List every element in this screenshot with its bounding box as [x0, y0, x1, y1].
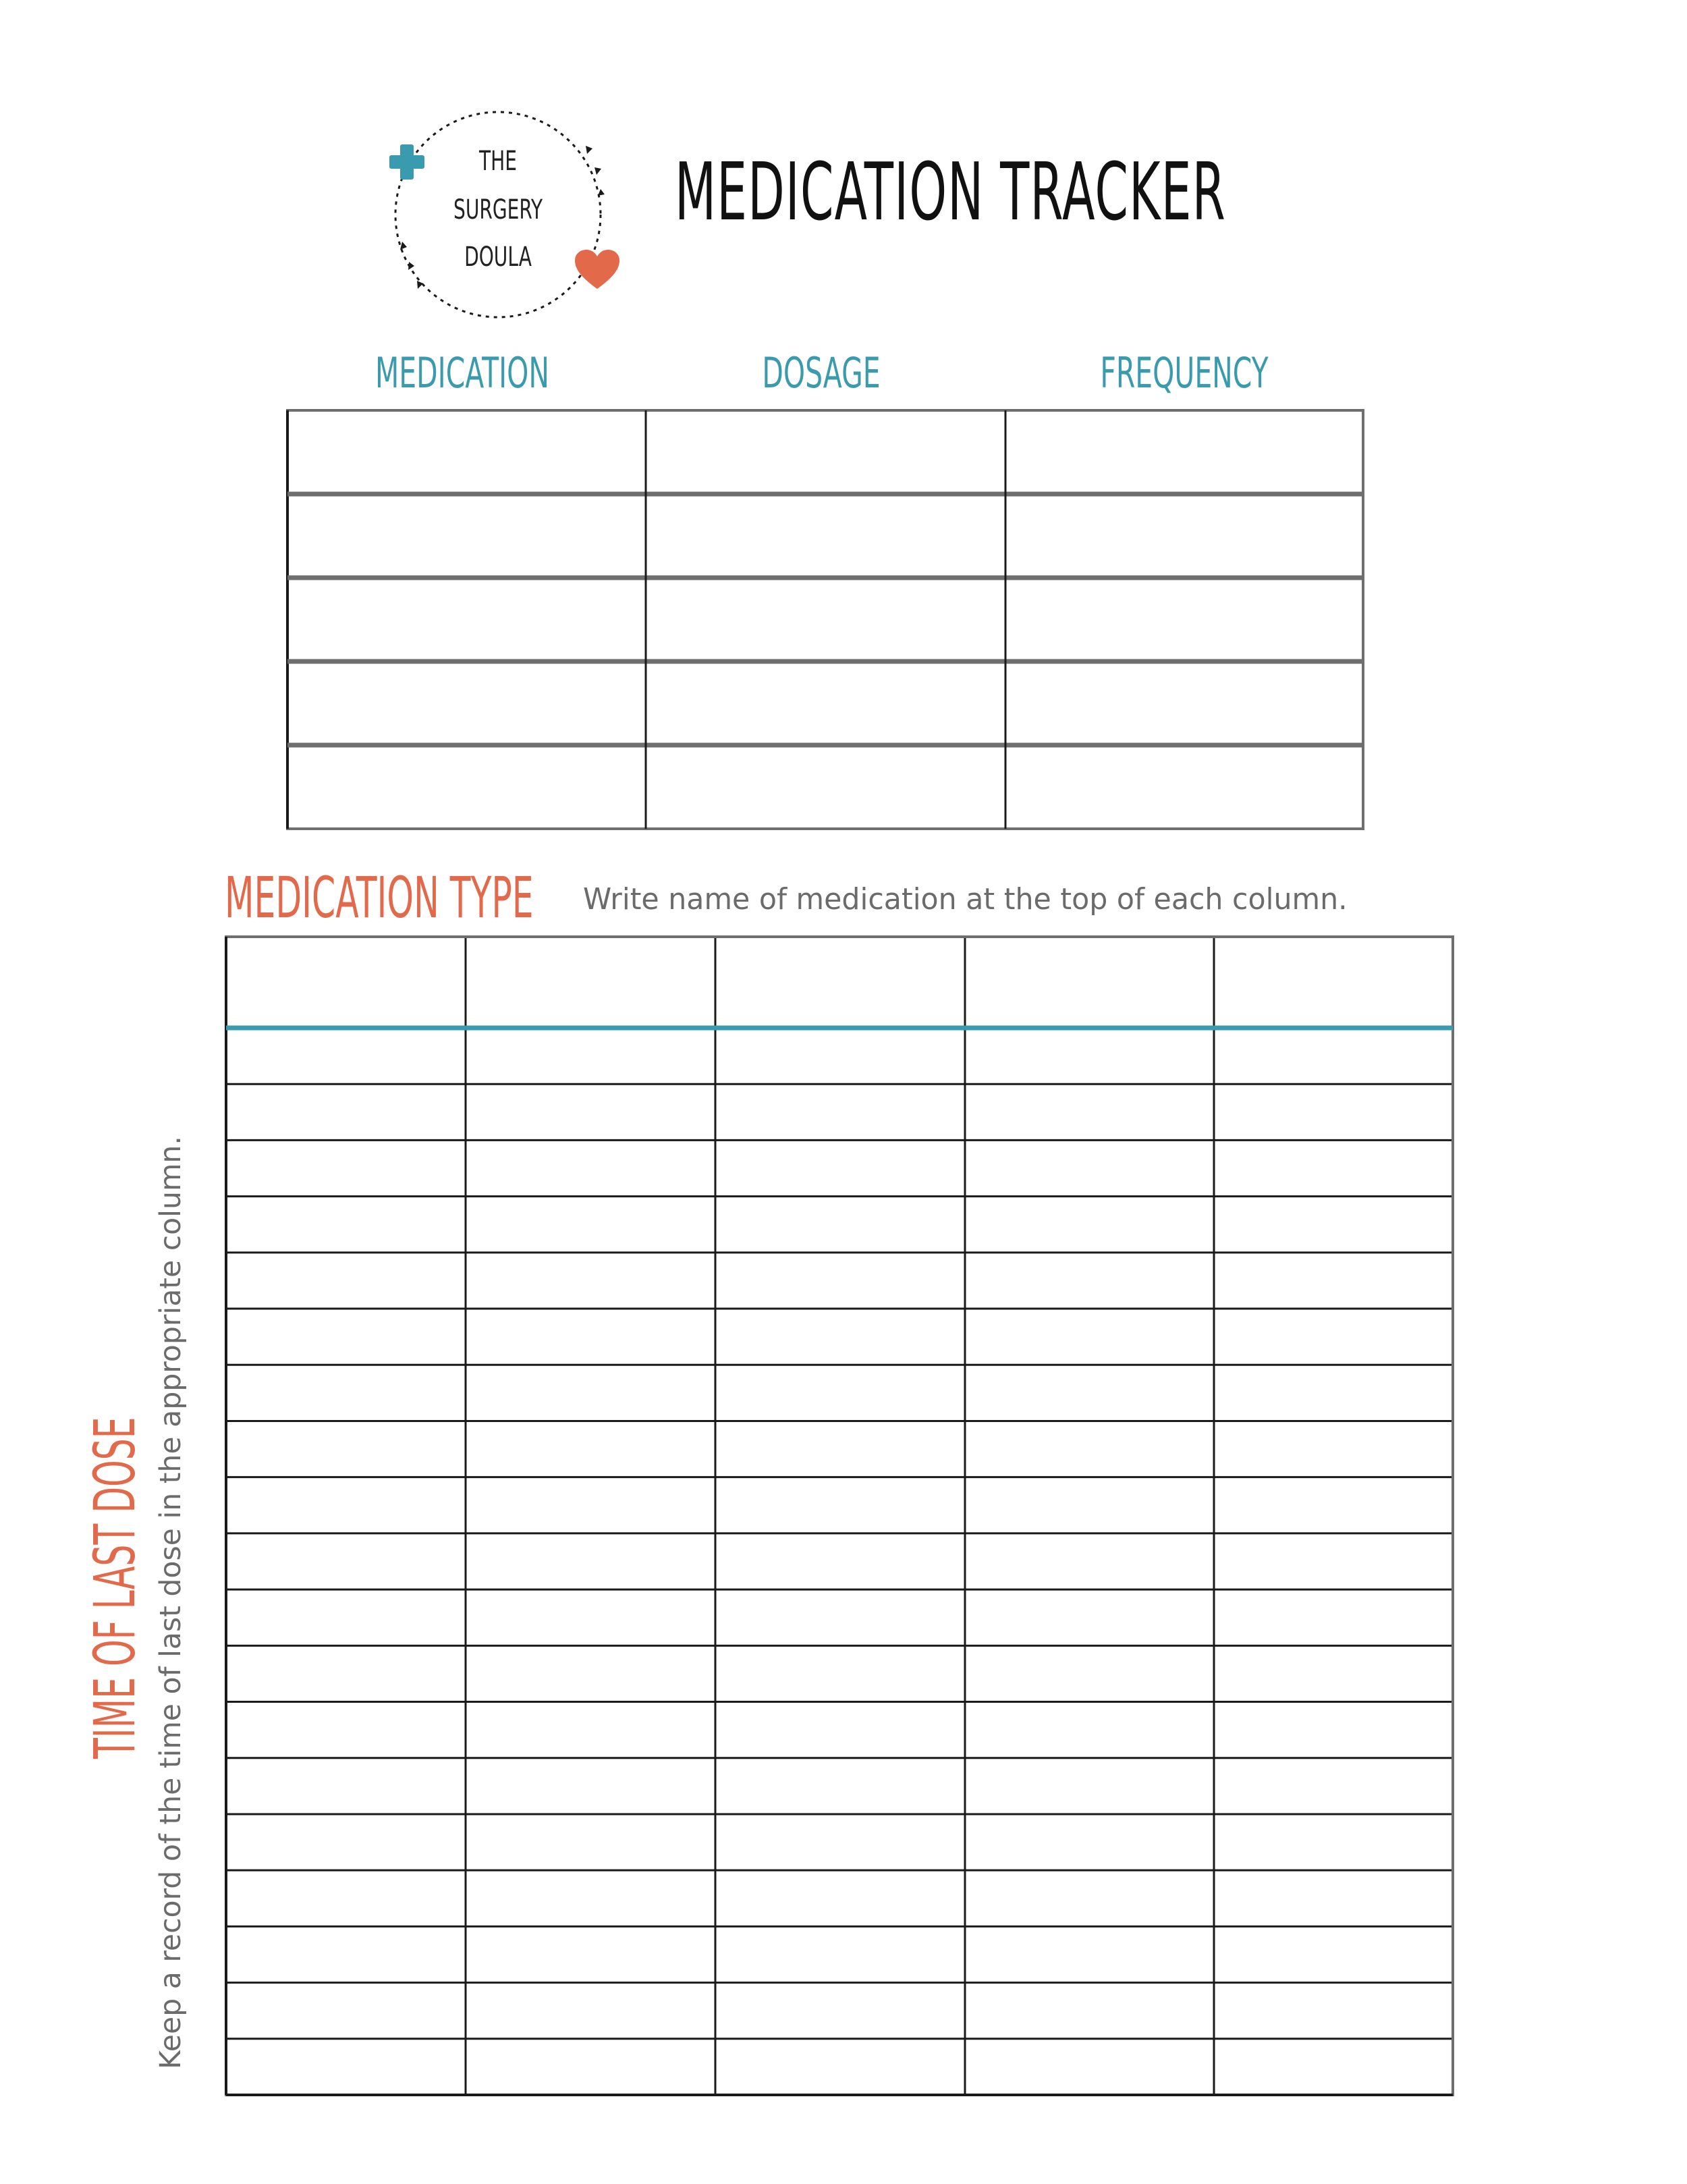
- frequency-cell[interactable]: [1007, 412, 1362, 493]
- medication-cell[interactable]: [289, 580, 644, 659]
- logo-text-line-3: DOULA: [464, 242, 532, 273]
- dose-time-cell[interactable]: [1215, 1030, 1451, 1083]
- time-of-last-dose-heading: TIME OF LAST DOSE: [82, 1417, 148, 1759]
- dose-time-cell[interactable]: [467, 1086, 714, 1139]
- dose-time-cell[interactable]: [227, 1647, 464, 1700]
- frequency-cell[interactable]: [1007, 748, 1362, 827]
- frequency-cell[interactable]: [1007, 497, 1362, 576]
- dose-time-cell[interactable]: [467, 1199, 714, 1251]
- dose-time-cell[interactable]: [1215, 1928, 1451, 1981]
- dose-time-cell[interactable]: [227, 1872, 464, 1925]
- dose-time-cell[interactable]: [227, 1760, 464, 1813]
- dose-time-cell[interactable]: [717, 1255, 964, 1307]
- dose-time-cell[interactable]: [227, 1704, 464, 1757]
- dose-time-cell[interactable]: [717, 1086, 964, 1139]
- dose-time-cell[interactable]: [467, 1479, 714, 1532]
- column-header-dosage: DOSAGE: [762, 348, 881, 398]
- dose-time-cell[interactable]: [1215, 1535, 1451, 1588]
- dose-time-cell[interactable]: [1215, 1423, 1451, 1475]
- dose-time-cell[interactable]: [467, 1591, 714, 1644]
- frequency-cell[interactable]: [1007, 664, 1362, 743]
- dosage-cell[interactable]: [647, 412, 1004, 493]
- medication-cell[interactable]: [289, 497, 644, 576]
- dose-time-cell[interactable]: [227, 1591, 464, 1644]
- medication-type-instructions: Write name of medication at the top of each column.: [583, 882, 1348, 917]
- dose-time-cell[interactable]: [227, 1199, 464, 1251]
- dose-time-cell[interactable]: [227, 1311, 464, 1363]
- dose-time-cell[interactable]: [1215, 1255, 1451, 1307]
- dose-time-cell[interactable]: [717, 1030, 964, 1083]
- dose-time-cell[interactable]: [1215, 1367, 1451, 1419]
- logo-text-line-2: SURGERY: [453, 194, 543, 225]
- dose-time-cell[interactable]: [717, 1423, 964, 1475]
- dose-time-cell[interactable]: [966, 1704, 1213, 1757]
- dose-time-cell[interactable]: [227, 1086, 464, 1139]
- dose-time-cell[interactable]: [227, 1928, 464, 1981]
- medication-name-header-cell[interactable]: [717, 938, 964, 1025]
- dose-time-cell[interactable]: [966, 1816, 1213, 1869]
- page-title: MEDICATION TRACKER: [675, 145, 1227, 238]
- dose-time-cell[interactable]: [467, 1704, 714, 1757]
- dose-time-cell[interactable]: [467, 1928, 714, 1981]
- dose-time-cell[interactable]: [1215, 1086, 1451, 1139]
- dose-time-cell[interactable]: [227, 1142, 464, 1195]
- dose-time-cell[interactable]: [966, 1760, 1213, 1813]
- dose-time-cell[interactable]: [467, 1030, 714, 1083]
- dose-time-cell[interactable]: [1215, 1311, 1451, 1363]
- dose-time-cell[interactable]: [966, 1311, 1213, 1363]
- dose-time-cell[interactable]: [717, 1142, 964, 1195]
- dose-time-cell[interactable]: [717, 1816, 964, 1869]
- dose-time-cell[interactable]: [467, 1760, 714, 1813]
- dose-time-cell[interactable]: [966, 1872, 1213, 1925]
- dose-time-cell[interactable]: [227, 1255, 464, 1307]
- medication-type-heading: MEDICATION TYPE: [225, 865, 534, 931]
- dose-time-cell[interactable]: [1215, 1704, 1451, 1757]
- dose-time-cell[interactable]: [227, 1030, 464, 1083]
- dose-time-cell[interactable]: [717, 1647, 964, 1700]
- dose-time-cell[interactable]: [1215, 1647, 1451, 1700]
- dose-time-cell[interactable]: [966, 1086, 1213, 1139]
- dose-time-cell[interactable]: [717, 1928, 964, 1981]
- medication-name-header-cell[interactable]: [467, 938, 714, 1025]
- top-table-row: [289, 748, 1362, 827]
- dose-time-cell[interactable]: [1215, 1760, 1451, 1813]
- dose-time-cell[interactable]: [717, 1367, 964, 1419]
- dose-time-cell[interactable]: [1215, 1591, 1451, 1644]
- medication-cell[interactable]: [289, 412, 644, 493]
- dose-time-cell[interactable]: [717, 1479, 964, 1532]
- dosage-cell[interactable]: [647, 497, 1004, 576]
- top-table-row: [289, 580, 1362, 659]
- dose-time-cell[interactable]: [717, 1985, 964, 2038]
- dose-time-cell[interactable]: [966, 1199, 1213, 1251]
- dose-time-cell[interactable]: [717, 2041, 964, 2094]
- dose-time-cell[interactable]: [467, 1255, 714, 1307]
- medication-cell[interactable]: [289, 664, 644, 743]
- dose-time-cell[interactable]: [966, 1985, 1213, 2038]
- dose-time-cell[interactable]: [227, 1985, 464, 2038]
- medication-dosage-frequency-table: [286, 409, 1364, 830]
- medication-cell[interactable]: [289, 748, 644, 827]
- dose-time-cell[interactable]: [467, 1647, 714, 1700]
- dose-time-cell[interactable]: [467, 1423, 714, 1475]
- dose-time-cell[interactable]: [467, 2041, 714, 2094]
- logo-text-line-1: THE: [479, 146, 517, 177]
- dose-time-cell[interactable]: [467, 1872, 714, 1925]
- dose-time-cell[interactable]: [1215, 1479, 1451, 1532]
- dose-time-cell[interactable]: [717, 1199, 964, 1251]
- dose-time-cell[interactable]: [717, 1535, 964, 1588]
- dose-time-cell[interactable]: [467, 1311, 714, 1363]
- dose-time-cell[interactable]: [227, 1816, 464, 1869]
- dose-time-cell[interactable]: [966, 1479, 1213, 1532]
- dose-time-cell[interactable]: [227, 1479, 464, 1532]
- medication-name-header-cell[interactable]: [966, 938, 1213, 1025]
- dose-time-cell[interactable]: [966, 1647, 1213, 1700]
- dose-time-cell[interactable]: [966, 1030, 1213, 1083]
- dose-time-cell[interactable]: [717, 1704, 964, 1757]
- dose-time-cell[interactable]: [966, 1423, 1213, 1475]
- dose-time-cell[interactable]: [966, 1255, 1213, 1307]
- dose-time-cell[interactable]: [717, 1872, 964, 1925]
- surgery-doula-logo: [390, 107, 606, 323]
- dose-time-cell[interactable]: [227, 1367, 464, 1419]
- dosage-cell[interactable]: [647, 748, 1004, 827]
- dose-time-cell[interactable]: [467, 1816, 714, 1869]
- dose-time-cell[interactable]: [1215, 1142, 1451, 1195]
- dose-time-cell[interactable]: [966, 1928, 1213, 1981]
- dose-time-cell[interactable]: [717, 1760, 964, 1813]
- dose-time-cell[interactable]: [227, 2041, 464, 2094]
- dose-time-cell[interactable]: [1215, 2041, 1451, 2094]
- dose-time-cell[interactable]: [467, 1985, 714, 2038]
- medication-name-header-cell[interactable]: [227, 938, 464, 1025]
- dose-time-cell[interactable]: [966, 2041, 1213, 2094]
- dose-time-cell[interactable]: [227, 1535, 464, 1588]
- dose-time-cell[interactable]: [966, 1591, 1213, 1644]
- dose-time-cell[interactable]: [1215, 1816, 1451, 1869]
- dose-time-cell[interactable]: [467, 1367, 714, 1419]
- medication-name-header-cell[interactable]: [1215, 938, 1451, 1025]
- top-table-row: [289, 497, 1362, 576]
- time-of-last-dose-instructions: Keep a record of the time of last dose in the appropriate column.: [154, 1136, 188, 2069]
- dosage-cell[interactable]: [647, 664, 1004, 743]
- dose-time-cell[interactable]: [966, 1535, 1213, 1588]
- dose-time-cell[interactable]: [966, 1142, 1213, 1195]
- column-header-frequency: FREQUENCY: [1100, 348, 1269, 398]
- column-header-medication: MEDICATION: [375, 348, 549, 398]
- dose-time-cell[interactable]: [1215, 1872, 1451, 1925]
- top-table-row: [289, 412, 1362, 493]
- dose-time-cell[interactable]: [717, 1591, 964, 1644]
- dose-time-cell[interactable]: [227, 1423, 464, 1475]
- dose-time-cell[interactable]: [966, 1367, 1213, 1419]
- dose-time-cell[interactable]: [1215, 1199, 1451, 1251]
- time-of-last-dose-table: [225, 935, 1454, 2096]
- dose-time-cell[interactable]: [1215, 1985, 1451, 2038]
- frequency-cell[interactable]: [1007, 580, 1362, 659]
- dose-time-cell[interactable]: [467, 1535, 714, 1588]
- dose-time-cell[interactable]: [467, 1142, 714, 1195]
- top-table-row: [289, 664, 1362, 743]
- dose-time-cell[interactable]: [717, 1311, 964, 1363]
- dosage-cell[interactable]: [647, 580, 1004, 659]
